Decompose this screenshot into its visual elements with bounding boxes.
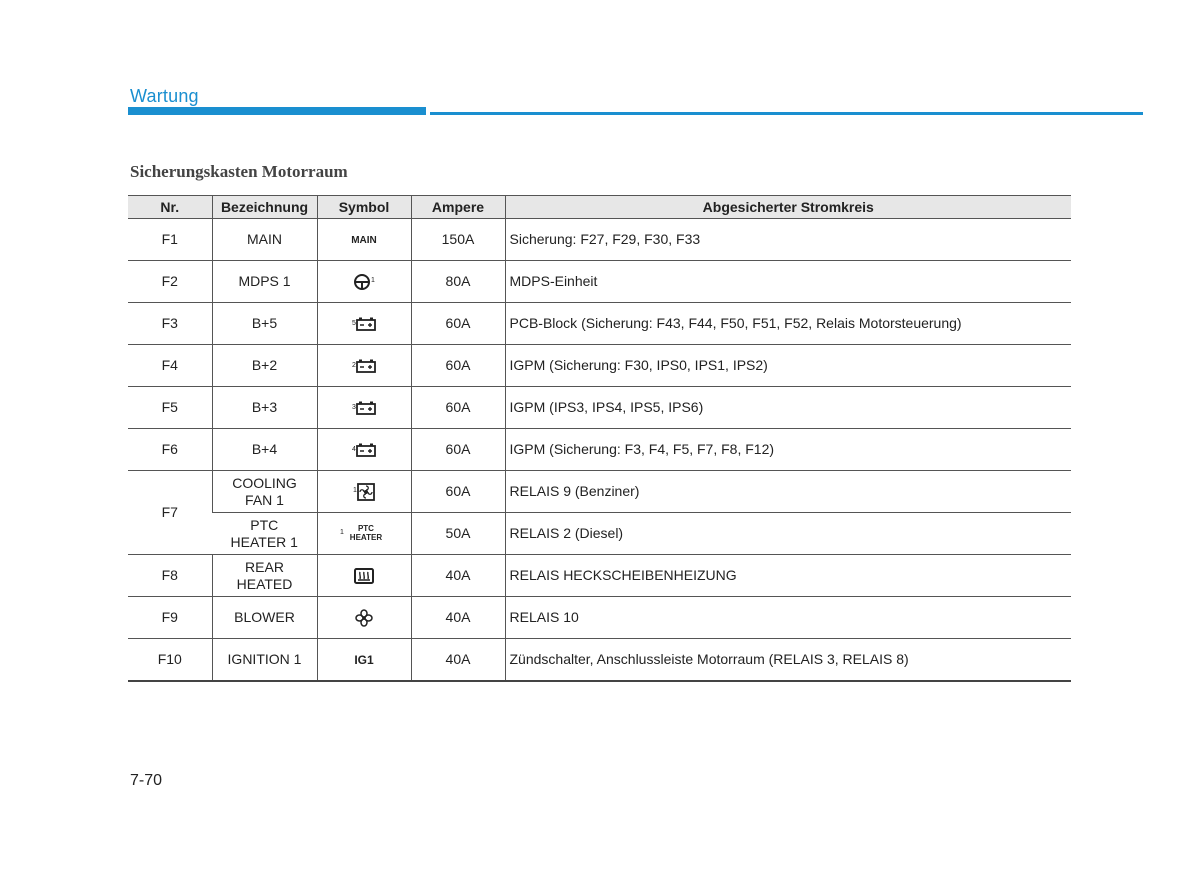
ptc-heater-symbol: PTC HEATER (349, 523, 383, 542)
cell-circuit: Sicherung: F27, F29, F30, F33 (505, 219, 1071, 261)
table-row (128, 471, 1071, 513)
fuse-table (128, 195, 1071, 682)
cell-symbol (317, 429, 411, 471)
cell-name: BLOWER (212, 597, 317, 639)
cell-circuit: MDPS-Einheit (505, 261, 1071, 303)
table-row (128, 345, 1071, 387)
symbol-index: 1 (353, 487, 357, 495)
cell-name: MAIN (212, 219, 317, 261)
cell-symbol (317, 597, 411, 639)
page-title: Sicherungskasten Motorraum (130, 162, 348, 181)
cell-ampere: 40A (411, 639, 505, 682)
cell-symbol (317, 219, 411, 261)
blower-fan-icon (355, 608, 373, 624)
cell-nr: F9 (128, 597, 212, 639)
main-symbol: MAIN (351, 235, 377, 246)
cell-circuit: Zündschalter, Anschlussleiste Motorraum (RELAIS 3, RELAIS 8) (505, 639, 1071, 682)
cell-ampere: 80A (411, 261, 505, 303)
cell-ampere: 60A (411, 303, 505, 345)
symbol-index: 1 (340, 528, 344, 536)
rear-defrost-icon (354, 567, 374, 583)
table-header-row (128, 196, 1071, 219)
col-header-nr: Nr. (128, 196, 212, 219)
steering-wheel-icon (353, 272, 371, 288)
cell-symbol (317, 513, 411, 555)
cell-symbol (317, 555, 411, 597)
cell-ampere: 40A (411, 555, 505, 597)
cell-name: B+5 (212, 303, 317, 345)
cell-ampere: 60A (411, 471, 505, 513)
table-row (128, 387, 1071, 429)
cell-circuit: IGPM (Sicherung: F3, F4, F5, F7, F8, F12) (505, 429, 1071, 471)
cell-nr: F3 (128, 303, 212, 345)
cell-ampere: 40A (411, 597, 505, 639)
cell-circuit: IGPM (IPS3, IPS4, IPS5, IPS6) (505, 387, 1071, 429)
table-row (128, 555, 1071, 597)
header-bar-thick (128, 107, 426, 115)
col-header-symbol: Symbol (317, 196, 411, 219)
col-header-ampere: Ampere (411, 196, 505, 219)
cell-nr: F2 (128, 261, 212, 303)
symbol-index: 4 (352, 446, 356, 453)
cell-ampere: 150A (411, 219, 505, 261)
header-bar-thin (430, 112, 1143, 115)
section-header-label: Wartung (130, 86, 199, 106)
cell-circuit: RELAIS 2 (Diesel) (505, 513, 1071, 555)
table-row (128, 303, 1071, 345)
ig1-symbol: IG1 (354, 652, 374, 667)
cell-ampere: 60A (411, 387, 505, 429)
cell-nr: F6 (128, 429, 212, 471)
page-number: 7-70 (130, 772, 163, 789)
battery-icon (356, 357, 376, 373)
cell-symbol (317, 261, 411, 303)
symbol-index: 3 (352, 404, 356, 411)
col-header-circuit: Abgesicherter Stromkreis (505, 196, 1071, 219)
cell-name: B+3 (212, 387, 317, 429)
cell-nr: F7 (128, 471, 212, 555)
battery-icon (356, 315, 376, 331)
cell-symbol (317, 303, 411, 345)
cell-nr: F5 (128, 387, 212, 429)
cell-name: B+4 (212, 429, 317, 471)
cell-circuit: RELAIS 10 (505, 597, 1071, 639)
cell-name: PTC HEATER 1 (212, 513, 317, 555)
cell-ampere: 50A (411, 513, 505, 555)
symbol-index: 1 (371, 277, 375, 285)
cell-name: COOLING FAN 1 (212, 471, 317, 513)
cell-nr: F4 (128, 345, 212, 387)
cell-ampere: 60A (411, 345, 505, 387)
cell-name: IGNITION 1 (212, 639, 317, 682)
cell-name: REAR HEATED (212, 555, 317, 597)
table-row (128, 429, 1071, 471)
battery-icon (356, 399, 376, 415)
table-row (128, 261, 1071, 303)
table-row (128, 219, 1071, 261)
cell-nr: F1 (128, 219, 212, 261)
cell-name: MDPS 1 (212, 261, 317, 303)
cell-nr: F10 (128, 639, 212, 682)
table-row (128, 597, 1071, 639)
symbol-index: 5 (352, 320, 356, 327)
table-row (128, 639, 1071, 682)
cell-circuit: IGPM (Sicherung: F30, IPS0, IPS1, IPS2) (505, 345, 1071, 387)
cell-symbol (317, 639, 411, 682)
cell-nr: F8 (128, 555, 212, 597)
cooling-fan-icon (357, 482, 375, 498)
cell-circuit: PCB-Block (Sicherung: F43, F44, F50, F51, F52, Relais Motorsteuerung) (505, 303, 1071, 345)
cell-ampere: 60A (411, 429, 505, 471)
cell-name: B+2 (212, 345, 317, 387)
cell-circuit: RELAIS 9 (Benziner) (505, 471, 1071, 513)
cell-circuit: RELAIS HECKSCHEIBENHEIZUNG (505, 555, 1071, 597)
symbol-index: 2 (352, 362, 356, 369)
table-row (128, 513, 1071, 555)
cell-symbol (317, 345, 411, 387)
cell-symbol (317, 471, 411, 513)
col-header-name: Bezeichnung (212, 196, 317, 219)
battery-icon (356, 441, 376, 457)
cell-symbol (317, 387, 411, 429)
